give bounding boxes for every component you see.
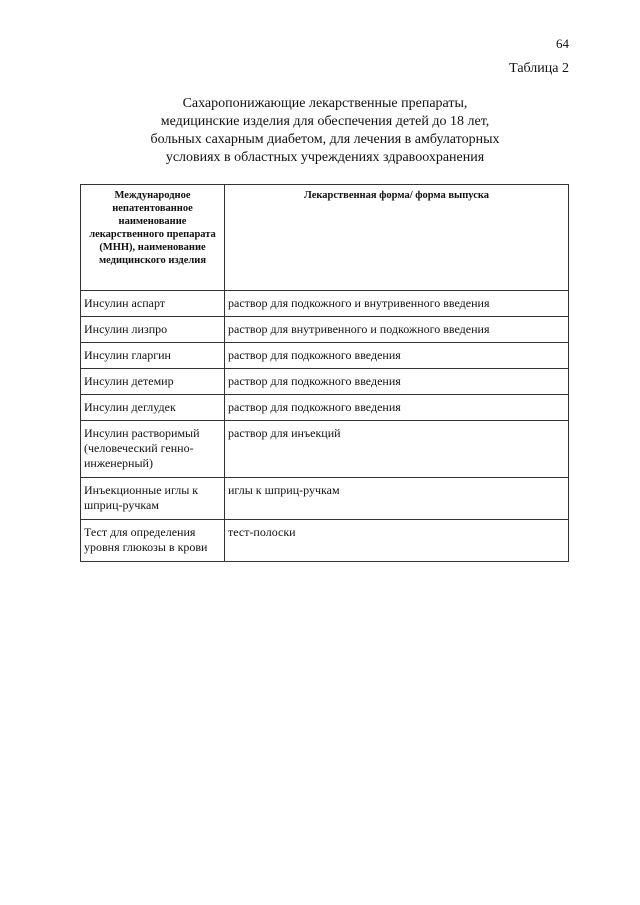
document-title [80, 95, 570, 167]
page-number: 64 [556, 36, 569, 51]
drug-name-cell: Инсулин деглудек [81, 395, 225, 421]
table-row [81, 520, 569, 562]
header-inn-name: Международное непатентованное наименование лекарственного препарата (МНН), наименование медицинского изделия [81, 185, 225, 291]
title-line: медицинские изделия для обеспечения детей до 18 лет, [160, 114, 490, 129]
drug-name-cell: Инсулин растворимый (человеческий генно-инженерный) [81, 421, 225, 478]
drug-name-cell: Инъекционные иглы к шприц-ручкам [81, 478, 225, 520]
table-row [81, 343, 569, 369]
table-row [81, 369, 569, 395]
table-label: Таблица 2 [509, 61, 569, 76]
table-row [81, 291, 569, 317]
table-header-row [81, 185, 569, 291]
table-row [81, 478, 569, 520]
dosage-form-cell: раствор для подкожного и внутривенного введения [225, 291, 569, 317]
drug-name-cell: Инсулин детемир [81, 369, 225, 395]
title-line: условиях в областных учреждениях здравоохранения [165, 150, 485, 165]
drug-name-cell: Инсулин гларгин [81, 343, 225, 369]
dosage-form-cell: иглы к шприц-ручкам [225, 478, 569, 520]
table-row [81, 317, 569, 343]
dosage-form-cell: раствор для инъекций [225, 421, 569, 478]
header-dosage-form: Лекарственная форма/ форма выпуска [225, 185, 569, 291]
title-line: больных сахарным диабетом, для лечения в амбулаторных [150, 132, 500, 147]
drug-name-cell: Инсулин лизпро [81, 317, 225, 343]
drug-table [80, 184, 569, 562]
dosage-form-cell: раствор для подкожного введения [225, 343, 569, 369]
drug-name-cell: Тест для определения уровня глюкозы в крови [81, 520, 225, 562]
table-row [81, 421, 569, 478]
dosage-form-cell: раствор для подкожного введения [225, 395, 569, 421]
table-row [81, 395, 569, 421]
dosage-form-cell: раствор для внутривенного и подкожного введения [225, 317, 569, 343]
drug-name-cell: Инсулин аспарт [81, 291, 225, 317]
dosage-form-cell: раствор для подкожного введения [225, 369, 569, 395]
dosage-form-cell: тест-полоски [225, 520, 569, 562]
title-line: Сахаропонижающие лекарственные препараты, [182, 96, 468, 111]
